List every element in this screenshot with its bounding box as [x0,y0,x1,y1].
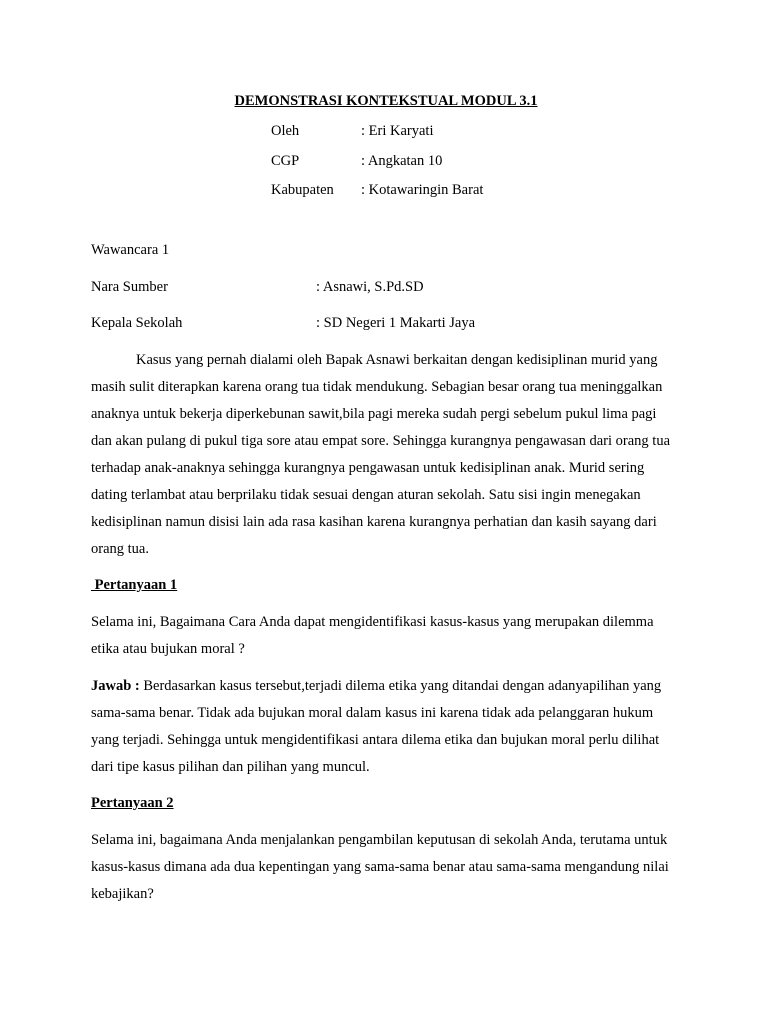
question-2-paragraph [91,827,681,908]
case-text: Kasus yang pernah dialami oleh Bapak Asnawi berkaitan dengan kedisiplinan murid yang masih sulit diterapkan karena orang tua tidak mendukung. Sebagian besar orang tua meninggalkan anaknya untuk bekerja diperkebunan sawit,bila pagi mereka sudah pergi sebelum pukul lima pagi dan akan pulang di pukul tiga sore atau empat sore. Sehingga kurangnya pengawasan dari orang tua terhadap anak-anaknya sehingga kurangnya pengawasan untuk kedisiplinan anak. Murid sering dating terlambat atau berprilaku tidak sesuai dengan aturan sekolah. Satu sisi ingin menegakan kedisiplinan namun disisi lain ada rasa kasihan karena kurangnya perhatian dan kasih sayang dari orang tua. [91,352,671,557]
info-value: : Asnawi, S.Pd.SD [316,279,424,295]
meta-value: : Eri Karyati [361,123,434,139]
info-label: Nara Sumber [91,279,168,295]
case-paragraph [91,347,681,563]
answer-1-label: Jawab : [91,678,140,694]
question-1-heading: Pertanyaan 1 [91,577,178,593]
info-label: Kepala Sekolah [91,315,183,331]
meta-label: Kabupaten [271,182,334,198]
meta-value: : Angkatan 10 [361,153,443,169]
answer-1-text: Berdasarkan kasus tersebut,terjadi dilema etika yang ditandai dengan adanyapilihan yang sama-sama benar. Tidak ada bujukan moral dalam kasus ini karena tidak ada pelanggaran hukum yang terjadi. Sehingga untuk mengidentifikasi antara dilema etika dan bujukan moral perlu dilihat dari tipe kasus pilihan dan pilihan yang muncul. [91,678,662,775]
answer-1-paragraph [91,673,681,781]
meta-label: Oleh [271,123,300,139]
section-label: Wawancara 1 [91,242,170,258]
question-1-paragraph [91,609,681,663]
document-title: DEMONSTRASI KONTEKSTUAL MODUL 3.1 [234,93,538,109]
question-2-heading: Pertanyaan 2 [91,795,174,811]
meta-label: CGP [271,153,300,169]
question-2-text: Selama ini, bagaimana Anda menjalankan pengambilan keputusan di sekolah Anda, terutama untuk kasus-kasus dimana ada dua kepentingan yang sama-sama benar atau sama-sama mengandung nilai kebajikan? [91,832,669,902]
info-value: : SD Negeri 1 Makarti Jaya [316,315,476,331]
meta-value: : Kotawaringin Barat [361,182,484,198]
question-1-text: Selama ini, Bagaimana Cara Anda dapat mengidentifikasi kasus-kasus yang merupakan dilemma etika atau bujukan moral ? [91,614,654,657]
